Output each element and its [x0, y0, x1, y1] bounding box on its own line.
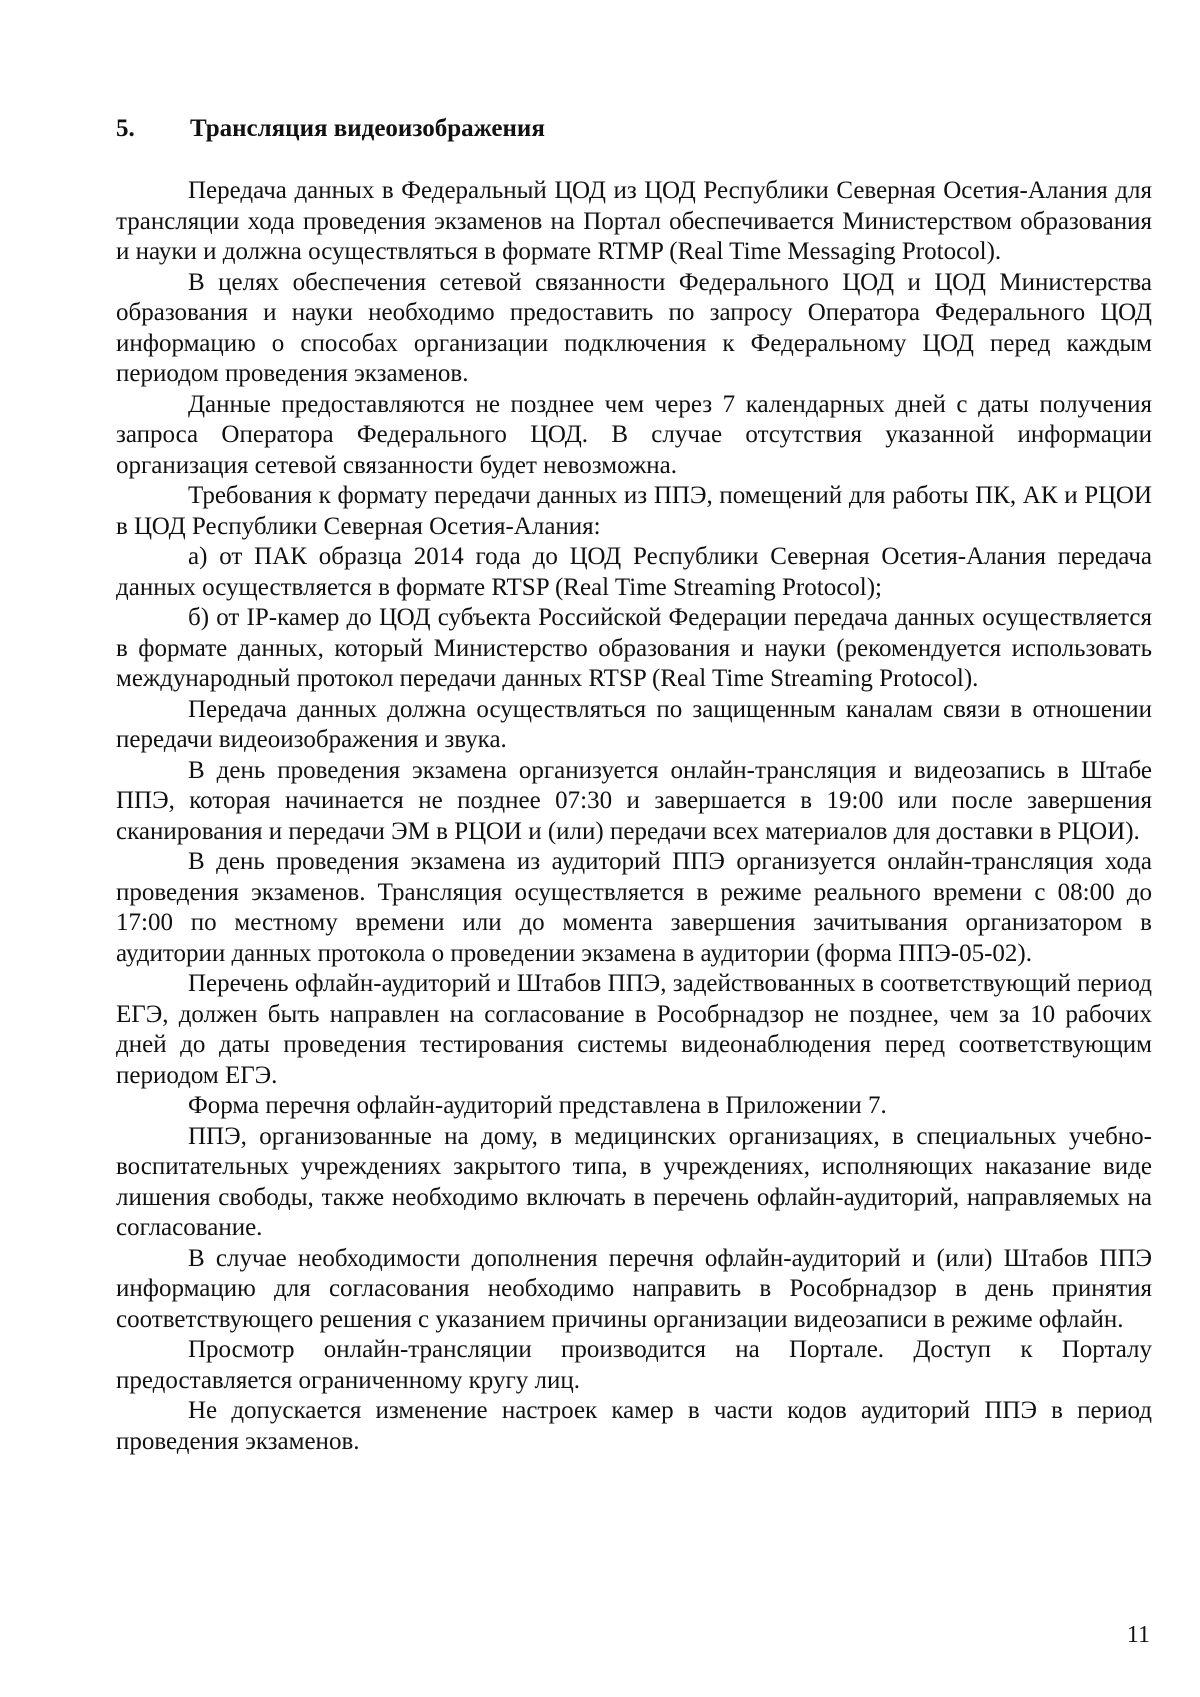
section-number: 5. — [116, 115, 135, 142]
paragraph: Не допускается изменение настроек камер в части кодов аудиторий ППЭ в период проведения экзаменов. — [116, 1397, 1152, 1455]
paragraph-list-item-b: б) от IP-камер до ЦОД субъекта Российской Федерации передача данных осуществляется в формате данных, который Министерство образования и науки (рекомендуется использовать международный протокол передачи данных RTSP (Real Time Streaming Protocol). — [116, 604, 1152, 692]
section-title: Трансляция видеоизображения — [190, 115, 545, 142]
paragraph-list-item-a: а) от ПАК образца 2014 года до ЦОД Республики Северная Осетия-Алания передача данных осуществляется в формате RTSP (Real Time Streaming Protocol); — [116, 543, 1152, 601]
paragraph: В целях обеспечения сетевой связанности Федерального ЦОД и ЦОД Министерства образования и науки необходимо предоставить по запросу Оператора Федерального ЦОД информацию о способах организации подключения к Федеральному ЦОД перед каждым периодом проведения экзаменов. — [116, 268, 1152, 387]
section-heading — [116, 114, 545, 144]
section-body — [116, 176, 1152, 1457]
paragraph: Требования к формату передачи данных из ППЭ, помещений для работы ПК, АК и РЦОИ в ЦОД Республики Северная Осетия-Алания: — [116, 482, 1152, 540]
paragraph: Передача данных в Федеральный ЦОД из ЦОД Республики Северная Осетия-Алания для трансляции хода проведения экзаменов на Портал обеспечивается Министерством образования и науки и должна осуществляться в формате RTMP (Real Time Messaging Protocol). — [116, 177, 1152, 265]
paragraph: В день проведения экзамена организуется онлайн-трансляция и видеозапись в Штабе ППЭ, которая начинается не позднее 07:30 и завершается в 19:00 или после завершения сканирования и передачи ЭМ в РЦОИ и (или) передачи всех материалов для доставки в РЦОИ). — [116, 756, 1152, 845]
paragraph: В случае необходимости дополнения перечня офлайн-аудиторий и (или) Штабов ППЭ информацию для согласования необходимо направить в Рособрнадзор в день принятия соответствующего решения с указанием причины организации видеозаписи в режиме офлайн. — [116, 1244, 1152, 1333]
page-number: 11 — [1126, 1622, 1150, 1648]
paragraph: Форма перечня офлайн-аудиторий представлена в Приложении 7. — [188, 1092, 887, 1119]
paragraph: Перечень офлайн-аудиторий и Штабов ППЭ, задействованных в соответствующий период ЕГЭ, должен быть направлен на согласование в Рособрнадзор не позднее, чем за 10 рабочих дней до даты проведения тестирования системы видеонаблюдения перед соответствующим периодом ЕГЭ. — [116, 970, 1152, 1089]
paragraph: Данные предоставляются не позднее чем через 7 календарных дней с даты получения запроса Оператора Федерального ЦОД. В случае отсутствия указанной информации организация сетевой связанности будет невозможна. — [116, 390, 1152, 479]
paragraph: Передача данных должна осуществляться по защищенным каналам связи в отношении передачи видеоизображения и звука. — [116, 695, 1152, 753]
paragraph: Просмотр онлайн-трансляции производится на Портале. Доступ к Порталу предоставляется ограниченному кругу лиц. — [116, 1336, 1152, 1394]
paragraph: ППЭ, организованные на дому, в медицинских организациях, в специальных учебно-воспитательных учреждениях закрытого типа, в учреждениях, исполняющих наказание виде лишения свободы, также необходимо включать в перечень офлайн-аудиторий, направляемых на согласование. — [116, 1122, 1152, 1241]
paragraph: В день проведения экзамена из аудиторий ППЭ организуется онлайн-трансляция хода проведения экзаменов. Трансляция осуществляется в режиме реального времени с 08:00 до 17:00 по местному времени или до момента завершения зачитывания организатором в аудитории данных протокола о проведении экзамена в аудитории (форма ППЭ-05-02). — [116, 848, 1152, 967]
